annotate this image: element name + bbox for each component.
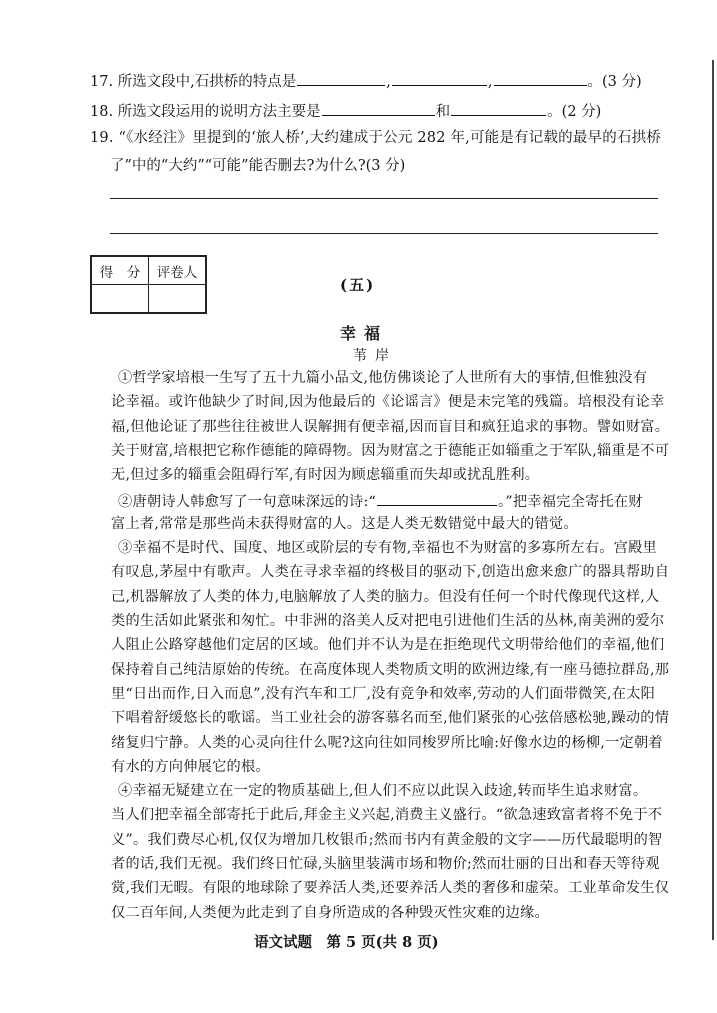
essay-line (111, 733, 663, 753)
essay-line-text: ①哲学家培根一生写了五十九篇小品文,他仿佛谈论了人世所有大的事情,但惟独没有 (118, 370, 648, 386)
essay-line (111, 562, 669, 582)
essay-line-text: 关于财富,培根把它称作德能的障碍物。因为财富之于德能正如辎重之于军队,辎重是不可 (111, 442, 670, 459)
essay-line (111, 830, 662, 850)
question-17-text: 17. 所选文段中,石拱桥的特点是 (90, 74, 297, 90)
question-19-line-2: 了”中的“大约”“可能”能否删去?为什么?(3 分) (110, 158, 406, 174)
essay-line (111, 417, 669, 437)
essay-line-text: 无,但过多的辎重会阻碍行军,有时因为顾虑辎重而失却或扰乱胜利。 (111, 467, 540, 484)
separator: , (487, 74, 493, 90)
essay-line-text: 人阻止公路穿越他们定居的区域。他们并不认为是在拒绝现代文明带给他们的幸福,他们 (111, 637, 665, 654)
question-18 (90, 100, 601, 122)
essay-line-text: 赏,我们无暇。有限的地球除了要养活人类,还要养活人类的奢侈和虚荣。工业革命发生仅 (111, 880, 670, 897)
essay-line-text: 有水的方向伸展它的根。 (111, 758, 270, 775)
essay-line-text: 下唱着舒缓悠长的歌谣。当工业社会的游客慕名而至,他们紧张的心弦倍感松驰,躁动的情 (111, 710, 670, 727)
essay-line (111, 514, 578, 534)
answer-blank[interactable] (392, 70, 487, 86)
connector-text: 和 (435, 104, 451, 120)
page-edge-line (712, 60, 714, 940)
essay-line-text: 义”。我们费尽心机,仅仅为增加几枚银币;然而书内有黄金般的文字——历代最聪明的智 (111, 831, 663, 848)
answer-blank[interactable] (494, 70, 587, 86)
essay-line (118, 368, 647, 388)
essay-line-text: 类的生活如此紧张和匆忙。中非洲的洛美人反对把电引进他们生活的丛林,南美洲的爱尔 (111, 613, 665, 629)
essay-line (111, 708, 669, 728)
essay-line-text: 者的话,我们无视。我们终日忙碌,头脑里装满市场和物价;然而壮丽的日出和春天等待观 (111, 856, 660, 872)
essay-line (111, 392, 664, 412)
essay-line-text: 。”把幸福完全寄托在财 (497, 493, 643, 510)
answer-blank[interactable] (297, 70, 385, 86)
essay-author: 苇岸 (353, 348, 397, 364)
essay-line-text: 论幸福。或许他缺少了时间,因为他最后的《论谣言》便是未完笔的残篇。培根没有论幸 (111, 394, 665, 411)
essay-line-text: 福,但他论证了那些往往被世人误解拥有便幸福,因而盲目和疯狂追求的事物。譬如财富。 (111, 418, 670, 435)
score-cell[interactable] (91, 285, 149, 314)
answer-line[interactable] (110, 198, 658, 199)
section-title: (五) (340, 276, 376, 294)
essay-line (111, 611, 664, 631)
essay-line-text: 己,机器解放了人类的体力,电脑解放了人类的脑力。但没有任何一个时代像现代这样,人 (111, 588, 660, 605)
essay-line (111, 684, 655, 704)
score-label: 得 分 (91, 256, 149, 285)
essay-line-text: 有叹息,茅屋中有歌声。人类在寻求幸福的终极目的驱动下,创造出愈来愈广的器具帮助自 (111, 564, 670, 581)
grader-cell[interactable] (149, 285, 207, 314)
essay-line-text: 当人们把幸福全部寄托于此后,拜金主义兴起,消费主义盛行。“欲急速致富者将不免于不 (111, 807, 663, 824)
answer-blank[interactable] (322, 100, 435, 116)
question-17 (90, 70, 642, 92)
essay-line (111, 660, 669, 680)
essay-line-text: 保持着自己纯洁原始的传统。在高度体现人类物质文明的欧洲边缘,有一座马德拉群岛,那 (111, 661, 670, 678)
essay-line (111, 441, 669, 461)
answer-blank[interactable] (377, 490, 497, 506)
essay-line (111, 587, 659, 607)
grader-label: 评卷人 (149, 256, 207, 285)
essay-line-text: 仅二百年间,人类便为此走到了自身所造成的各种毁灭性灾难的边缘。 (111, 904, 549, 921)
essay-line-text: ④幸福无疑建立在一定的物质基础上,但人们不应以此误入歧途,转而毕生追求财富。 (118, 783, 648, 800)
essay-line (118, 490, 643, 512)
essay-line (111, 465, 539, 485)
essay-line (118, 781, 647, 801)
essay-title: 幸福 (340, 324, 389, 343)
question-19-line-1: 19. “《水经注》里提到的‘旅人桥’,大约建成于公元 282 年,可能是有记载的最早的石拱桥 (90, 130, 662, 146)
essay-line (111, 903, 549, 923)
answer-line[interactable] (110, 233, 658, 234)
essay-line (111, 805, 662, 825)
question-18-text: 18. 所选文段运用的说明方法主要是 (90, 104, 321, 120)
essay-line-text: 里“日出而作,日入而息”,没有汽车和工厂,没有竞争和效率,劳动的人们面带微笑,在太阳 (111, 685, 656, 702)
question-18-points: 。(2 分) (547, 104, 602, 120)
question-17-points: 。(3 分) (587, 74, 642, 90)
separator: , (386, 74, 391, 90)
answer-blank[interactable] (451, 100, 546, 116)
essay-line-text: ③幸福不是时代、国度、地区或阶层的专有物,幸福也不为财富的多寡所左右。宫殿里 (118, 540, 657, 557)
score-table (90, 255, 207, 314)
essay-line (111, 878, 669, 898)
essay-line (111, 854, 660, 874)
essay-line (111, 757, 270, 777)
essay-line-text: ②唐朝诗人韩愈写了一句意味深远的诗:“ (118, 493, 376, 510)
essay-line-text: 绪复归宁静。人类的心灵向往什么呢?这向往如同梭罗所比喻:好像水边的杨柳,一定朝着 (111, 734, 663, 751)
essay-line-text: 富上者,常常是那些尚未获得财富的人。这是人类无数错觉中最大的错觉。 (111, 515, 578, 532)
essay-line (111, 635, 664, 655)
page-footer: 语文试题 第 5 页(共 8 页) (254, 934, 439, 951)
essay-line (118, 538, 657, 558)
